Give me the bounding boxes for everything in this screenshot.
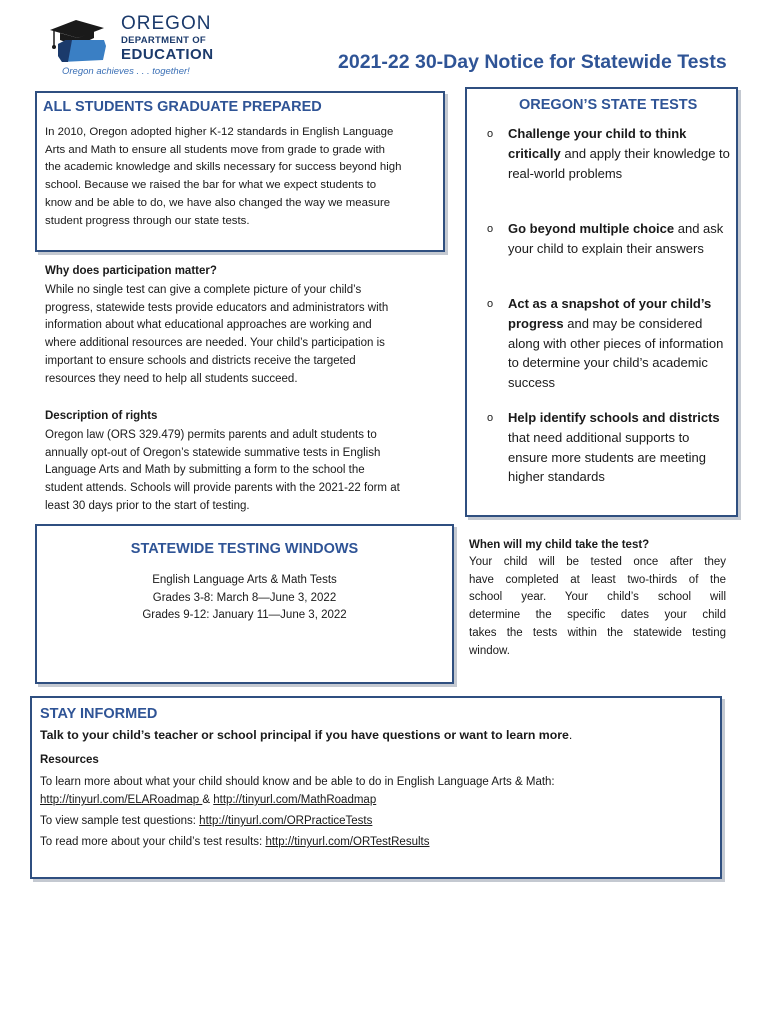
graduate-body [45,124,440,230]
stay-informed-talk-period: . [568,728,573,742]
stay-informed-heading: STAY INFORMED [40,706,158,722]
bullet-marker: o [487,128,494,140]
state-test-item-text: and ask your child to explain their answers [508,221,724,256]
sample-tests-text: To view sample test questions: [40,815,200,827]
graduate-heading: ALL STUDENTS GRADUATE PREPARED [43,99,322,115]
participation-body [45,282,447,388]
state-test-item-bold: Challenge your child to think critically [508,126,687,161]
text-line: least 30 days prior to the start of testing. [45,499,250,512]
resources-learn-more: To learn more about what your child should know and be able to do in English Language Arts & Math: [40,776,555,788]
practice-tests-link[interactable]: http://tinyurl.com/ORPracticeTests [199,815,373,827]
bullet-marker: o [487,223,494,235]
testing-windows-heading: STATEWIDE TESTING WINDOWS [130,541,359,557]
rights-body [45,427,465,516]
state-test-item [508,408,730,487]
testing-windows-grades-3-8: Grades 3-8: March 8—June 3, 2022 [152,591,337,604]
state-test-item [508,294,730,393]
math-roadmap-link[interactable]: http://tinyurl.com/MathRoadmap [213,794,377,806]
stay-informed-talk [40,727,572,745]
testing-windows-grades-9-12: Grades 9-12: January 11—June 3, 2022 [142,609,347,622]
when-heading: When will my child take the test? [469,539,650,551]
text-line: progress, statewide tests provide educators and administrators with [45,301,389,314]
text-line: know and be able to do, we have also changed the way we measure [45,196,391,209]
state-test-item-bold: Help identify schools and districts [508,410,720,425]
text-line: important to ensure schools and districts receive the targeted [45,354,356,367]
testing-windows-subject: English Language Arts & Math Tests [152,574,337,586]
text-line: Language Arts and Math by submitting a form to the school the [45,464,365,477]
ela-roadmap-link[interactable]: http://tinyurl.com/ELARoadmap [40,794,203,806]
resources-roadmap-links [40,792,376,810]
state-test-item-text: and apply their knowledge to real-world problems [508,145,730,181]
text-line: window. [469,644,510,657]
state-test-item [508,219,730,259]
page-title: 2021-22 30-Day Notice for Statewide Tests [338,51,727,73]
bullet-marker: o [487,412,494,424]
resources-heading: Resources [40,754,99,766]
test-results-link[interactable]: http://tinyurl.com/ORTestResults [265,836,430,848]
text-line: resources they need to help all students succeed. [45,372,298,385]
oregon-state-logo-icon [46,16,118,66]
when-body [469,554,726,660]
logo-wordmark-department: DEPARTMENT OF [121,35,206,46]
state-test-item-bold: Go beyond multiple choice [508,221,675,236]
resources-test-results [40,834,429,852]
test-results-text: To read more about your child’s test results: [40,836,266,848]
text-line: student progress through our state tests. [45,214,250,227]
state-test-item-text: that need additional supports to ensure more students are meeting higher standards [508,429,706,485]
text-line: school year. Your child’s school will [469,591,726,604]
testing-windows-body [37,572,452,625]
state-test-item-text: and may be considered along with other pieces of information to determine your child’s academic success [508,315,724,391]
bullet-marker: o [487,298,494,310]
text-line: While no single test can give a complete picture of your child’s [45,284,362,296]
state-test-item [508,124,730,183]
text-line: the academic knowledge and skills necessary for success beyond high [45,161,402,174]
link-separator: & [202,794,211,806]
state-test-item-bold: Act as a snapshot of your child’s progress [508,296,712,331]
text-line: Your child will be tested once after they [469,556,726,568]
text-line: information about what educational approaches are working and [45,319,372,332]
text-line: school. Because we raised the bar for what we expect students to [45,179,377,192]
logo-wordmark-oregon: OREGON [121,13,212,34]
stay-informed-talk-bold: Talk to your child’s teacher or school principal if you have questions or want to learn more [40,728,569,742]
state-tests-heading: OREGON’S STATE TESTS [519,97,698,113]
text-line: student attends. Schools will provide parents with the 2021-22 form at [45,482,400,495]
text-line: Oregon law (ORS 329.479) permits parents and adult students to [45,429,377,441]
logo-wordmark-education: EDUCATION [121,46,214,63]
text-line: takes the tests within the statewide testing [469,626,726,639]
text-line: In 2010, Oregon adopted higher K-12 standards in English Language [45,126,394,138]
text-line: where additional resources are needed. Your child’s participation is [45,337,385,350]
text-line: Arts and Math to ensure all students move from grade to grade with [45,143,385,156]
text-line: determine the specific dates your child [469,609,726,622]
participation-heading: Why does participation matter? [45,265,217,277]
text-line: have completed at least two-thirds of the [469,573,726,586]
logo-tagline: Oregon achieves . . . together! [62,66,190,77]
text-line: annually opt-out of Oregon’s statewide summative tests in English [45,446,381,459]
resources-sample-tests [40,813,372,831]
rights-heading: Description of rights [45,410,158,422]
